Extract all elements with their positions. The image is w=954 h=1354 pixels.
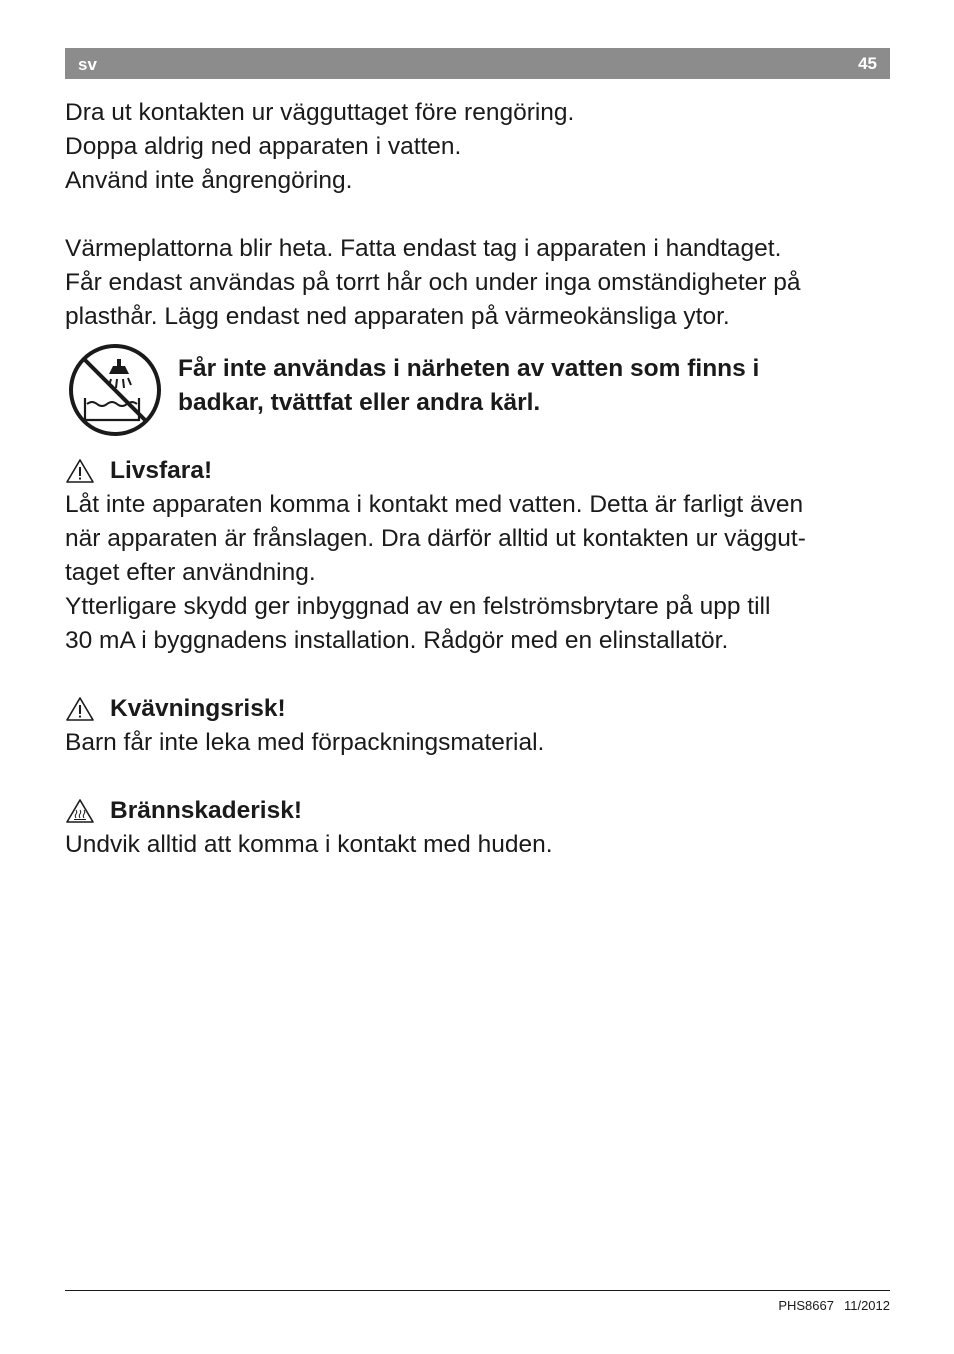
warning-life-danger <box>65 454 895 658</box>
language-code: sv <box>78 55 97 74</box>
footer-model: PHS8667 <box>778 1298 834 1313</box>
warning-burn <box>65 794 895 862</box>
warning-line: Låt inte apparaten komma i kontakt med vatten. Detta är farligt även <box>65 491 804 518</box>
warning-line: när apparaten är frånslagen. Dra därför alltid ut kontakten ur väggut- <box>65 525 806 552</box>
warning-body <box>65 828 895 862</box>
warning-body <box>65 488 895 658</box>
water-notice-text <box>178 352 759 420</box>
intro-line: Dra ut kontakten ur vägguttaget före rengöring. <box>65 99 575 126</box>
warning-title: Livsfara! <box>110 457 213 484</box>
page-content <box>65 96 895 862</box>
warning-title: Brännskaderisk! <box>110 797 303 824</box>
footer <box>778 1298 890 1313</box>
warning-title: Kvävningsrisk! <box>110 695 286 722</box>
intro-line: Använd inte ångrengöring. <box>65 167 353 194</box>
warning-line: Barn får inte leka med förpackningsmaterial. <box>65 729 545 756</box>
no-water-icon <box>67 342 163 438</box>
footer-divider <box>65 1290 890 1291</box>
warning-line: Undvik alltid att komma i kontakt med huden. <box>65 831 553 858</box>
warning-triangle-icon <box>65 458 95 484</box>
warning-line: taget efter användning. <box>65 559 316 586</box>
water-notice-line: Får inte användas i närheten av vatten som finns i <box>178 355 760 382</box>
warning-suffocation <box>65 692 895 760</box>
warning-triangle-icon <box>65 696 95 722</box>
intro-line: Doppa aldrig ned apparaten i vatten. <box>65 133 462 160</box>
heat-info-line: Värmeplattorna blir heta. Fatta endast tag i apparaten i handtaget. <box>65 235 782 262</box>
water-notice <box>65 334 895 454</box>
water-notice-line: badkar, tvättfat eller andra kärl. <box>178 389 541 416</box>
warning-heading <box>65 692 895 726</box>
footer-date: 11/2012 <box>843 1298 890 1313</box>
page-number: 45 <box>858 54 877 73</box>
heat-info-line: plasthår. Lägg endast ned apparaten på värmeokänsliga ytor. <box>65 303 730 330</box>
heat-info-paragraph <box>65 232 895 334</box>
warning-line: 30 mA i byggnadens installation. Rådgör med en elinstallatör. <box>65 627 729 654</box>
warning-heading <box>65 794 895 828</box>
heat-info-line: Får endast användas på torrt hår och under inga omständigheter på <box>65 269 801 296</box>
page-header-bar <box>65 48 890 79</box>
intro-paragraph <box>65 96 895 198</box>
warning-heading <box>65 454 895 488</box>
warning-line: Ytterligare skydd ger inbyggnad av en felströmsbrytare på upp till <box>65 593 771 620</box>
hot-surface-warning-icon <box>65 798 95 824</box>
warning-body <box>65 726 895 760</box>
